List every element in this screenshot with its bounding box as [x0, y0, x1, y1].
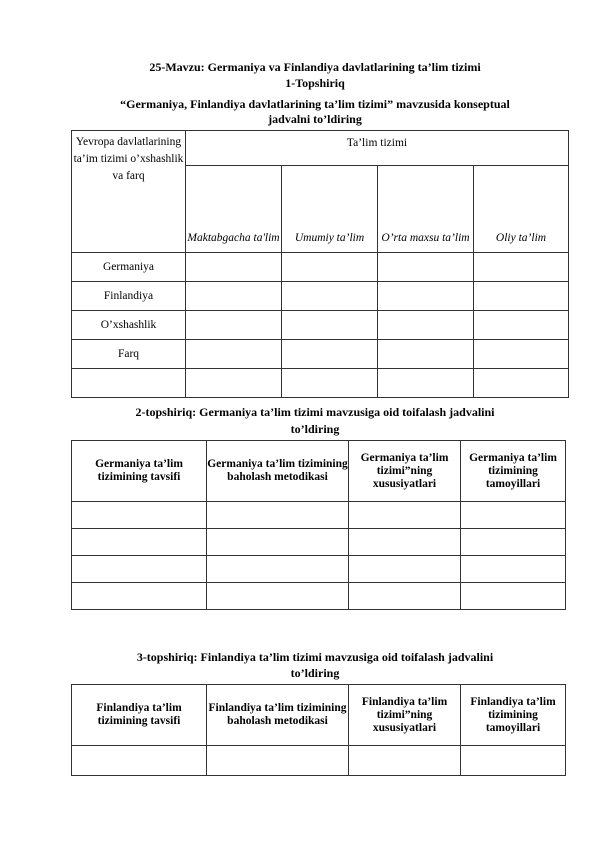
table-row [72, 311, 569, 340]
col-header-preschool: Maktabgacha ta'lim [186, 166, 282, 253]
col-header-assessment-method: Finlandiya ta’lim tizimining baholash metodikasi [207, 685, 349, 746]
table-cell[interactable] [282, 311, 378, 340]
task1-instruction-line2: jadvalni to’ldiring [268, 112, 362, 126]
table-cell[interactable] [378, 282, 474, 311]
table-cell[interactable] [461, 529, 566, 556]
table-cell[interactable] [186, 311, 282, 340]
table-row [72, 282, 569, 311]
task1-label: 1-Topshiriq [285, 76, 345, 90]
table-cell[interactable] [474, 369, 569, 398]
table-cell[interactable] [186, 282, 282, 311]
germany-classification-table [71, 440, 566, 610]
table-cell[interactable] [349, 746, 461, 776]
table-cell[interactable] [378, 311, 474, 340]
table-cell[interactable] [207, 502, 349, 529]
table-row [72, 746, 566, 776]
row-label-empty [72, 369, 186, 398]
col-header-assessment-method: Germaniya ta’lim tizimining baholash metodikasi [207, 441, 349, 502]
table-cell[interactable] [461, 502, 566, 529]
conceptual-table [71, 130, 569, 398]
table-cell[interactable] [282, 340, 378, 369]
col-header-features: Finlandiya ta’lim tizimi”ning xususiyatlari [349, 685, 461, 746]
table-cell[interactable] [72, 746, 207, 776]
table-cell[interactable] [186, 253, 282, 282]
col-header-description: Finlandiya ta’lim tizimining tavsifi [72, 685, 207, 746]
table-cell[interactable] [349, 583, 461, 610]
table-cell[interactable] [207, 556, 349, 583]
row-label-finland: Finlandiya [72, 282, 186, 311]
table-cell[interactable] [72, 556, 207, 583]
table-row [72, 529, 566, 556]
table-cell[interactable] [207, 746, 349, 776]
col-header-features: Germaniya ta’lim tizimi”ning xususiyatlari [349, 441, 461, 502]
table-cell[interactable] [474, 340, 569, 369]
corner-header: Yevropa davlatlarining ta’im tizimi o’xshashlik va farq [72, 131, 186, 253]
row-label-similarity: O’xshashlik [72, 311, 186, 340]
table-cell[interactable] [349, 556, 461, 583]
task3-instruction-line2: to’ldiring [290, 666, 340, 680]
group-header: Ta’lim tizimi [186, 131, 569, 166]
table-cell[interactable] [378, 253, 474, 282]
table-cell[interactable] [461, 556, 566, 583]
table-cell[interactable] [461, 746, 566, 776]
table-row [72, 502, 566, 529]
topic-title: 25-Mavzu: Germaniya va Finlandiya davlatlarining ta’lim tizimi [149, 60, 481, 74]
finland-classification-table [71, 684, 566, 776]
table-row [72, 556, 566, 583]
table-cell[interactable] [72, 502, 207, 529]
row-label-difference: Farq [72, 340, 186, 369]
task1-instruction-line1: “Germaniya, Finlandiya davlatlarining ta’lim tizimi” mavzusida konseptual [120, 97, 510, 111]
row-label-germany: Germaniya [72, 253, 186, 282]
col-header-principles: Finlandiya ta’lim tizimining tamoyillari [461, 685, 566, 746]
table-cell[interactable] [474, 282, 569, 311]
col-header-secondary-special: O’rta maxsu ta’lim [378, 166, 474, 253]
table-cell[interactable] [186, 340, 282, 369]
table-cell[interactable] [186, 369, 282, 398]
table-cell[interactable] [474, 253, 569, 282]
col-header-principles: Germaniya ta’lim tizimining tamoyillari [461, 441, 566, 502]
table-cell[interactable] [207, 583, 349, 610]
table-cell[interactable] [72, 583, 207, 610]
table-cell[interactable] [282, 282, 378, 311]
table-cell[interactable] [349, 502, 461, 529]
table-cell[interactable] [378, 340, 474, 369]
table-row [72, 369, 569, 398]
table-cell[interactable] [282, 369, 378, 398]
table-cell[interactable] [378, 369, 474, 398]
task2-instruction-line2: to’ldiring [290, 422, 340, 436]
table-cell[interactable] [207, 529, 349, 556]
table-cell[interactable] [474, 311, 569, 340]
col-header-higher: Oliy ta’lim [474, 166, 569, 253]
task2-instruction-line1: 2-topshiriq: Germaniya ta’lim tizimi mavzusiga oid toifalash jadvalini [135, 405, 495, 419]
col-header-description: Germaniya ta’lim tizimining tavsifi [72, 441, 207, 502]
table-row [72, 583, 566, 610]
table-cell[interactable] [282, 253, 378, 282]
task3-instruction-line1: 3-topshiriq: Finlandiya ta’lim tizimi mavzusiga oid toifalash jadvalini [136, 650, 494, 664]
table-cell[interactable] [72, 529, 207, 556]
col-header-general: Umumiy ta’lim [282, 166, 378, 253]
table-row [72, 340, 569, 369]
table-cell[interactable] [349, 529, 461, 556]
table-row [72, 253, 569, 282]
table-cell[interactable] [461, 583, 566, 610]
